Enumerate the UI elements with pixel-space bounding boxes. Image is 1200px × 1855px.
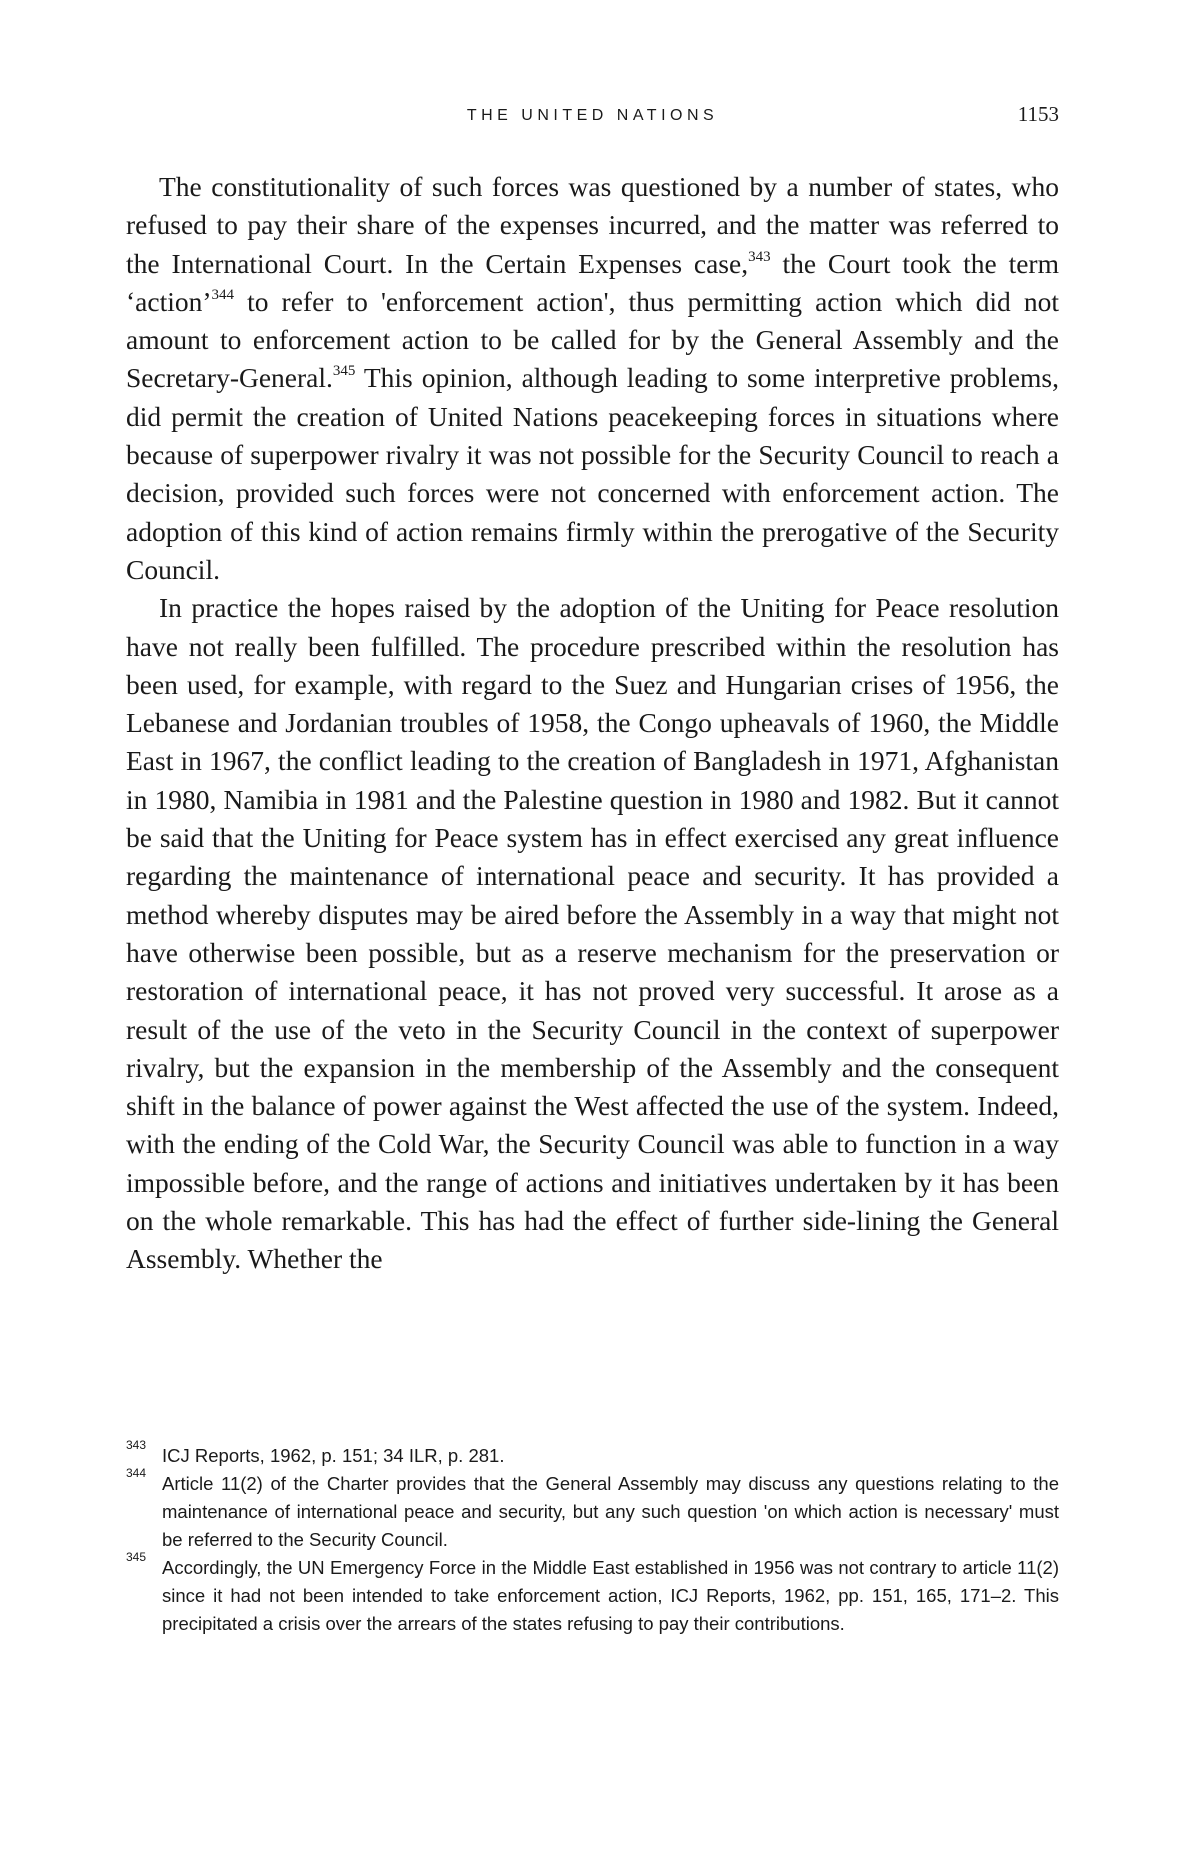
- footnote-number: 345: [126, 1550, 147, 1564]
- footnote-number: 344: [126, 1466, 147, 1480]
- footnote-text: Accordingly, the UN Emergency Force in the Middle East established in 1956 was not contrary to article 11(2) since it had not been intended to take enforcement action, ICJ Reports, 1962, pp. 151, 165, 171–2. This precipitated a crisis over the arrears of the states refusing to pay their contributions.: [162, 1557, 1059, 1634]
- paragraph-2: In practice the hopes raised by the adoption of the Uniting for Peace resolution have not really been fulfilled. The procedure prescribed within the resolution has been used, for example, with regard to the Suez and Hungarian crises of 1956, the Lebanese and Jordanian troubles of 1958, the Congo upheavals of 1960, the Middle East in 1967, the conflict leading to the creation of Bangladesh in 1971, Afghanistan in 1980, Namibia in 1981 and the Palestine question in 1980 and 1982. But it cannot be said that the Uniting for Peace system has in effect exercised any great influence regarding the maintenance of international peace and security. It has provided a method whereby disputes may be aired before the Assembly in a way that might not have otherwise been possible, but as a reserve mechanism for the preservation or restoration of international peace, it has not proved very successful. It arose as a result of the use of the veto in the Security Council in the context of superpower rivalry, but the expansion in the membership of the Assembly and the consequent shift in the balance of power against the West affected the use of the system. Indeed, with the ending of the Cold War, the Security Council was able to function in a way impossible before, and the range of actions and initiatives undertaken by it has been on the whole remarkable. This has had the effect of further side-lining the General Assembly. Whether the: [126, 592, 1059, 1275]
- footnote-text: ICJ Reports, 1962, p. 151; 34 ILR, p. 281.: [162, 1445, 505, 1466]
- footnote-ref-344: 344: [211, 286, 235, 303]
- footnote-343: [126, 1438, 1059, 1470]
- footnote-ref-343: 343: [748, 248, 771, 265]
- running-title: THE UNITED NATIONS: [466, 107, 719, 124]
- body-text: [126, 168, 1059, 1279]
- paragraph-1-part-1: The constitutionality of such forces was questioned by a number of states, who refused to pay their share of the expenses incurred, and the matter was referred to the International Court. In the Certain Expenses case,: [126, 171, 1059, 279]
- footnote-number: 343: [126, 1438, 147, 1452]
- paragraph-1-part-4: This opinion, although leading to some interpretive problems, did permit the creation of United Nations peacekeeping forces in situations where because of superpower rivalry it was not possible for the Security Council to reach a decision, provided such forces were not concerned with enforcement action. The adoption of this kind of action remains firmly within the prerogative of the Security Council.: [126, 362, 1059, 585]
- footnote-ref-345: 345: [332, 363, 356, 380]
- page-number: 1153: [1017, 102, 1059, 126]
- footnote-344: [126, 1466, 1059, 1554]
- paragraph-1-part-2: the Court took the term ‘action’: [126, 247, 1059, 317]
- paragraph-1: [126, 168, 1059, 589]
- paragraph-1-part-3: to refer to 'enforcement action', thus permitting action which did not amount to enforcement action to be called for by the General Assembly and the Secretary-General.: [126, 285, 1059, 394]
- running-head: [126, 104, 1059, 128]
- footnote-text: Article 11(2) of the Charter provides that the General Assembly may discuss any questions relating to the maintenance of international peace and security, but any such question 'on which action is necessary' must be referred to the Security Council.: [162, 1473, 1059, 1550]
- footnote-345: [126, 1550, 1059, 1638]
- footnotes: [126, 1438, 1059, 1638]
